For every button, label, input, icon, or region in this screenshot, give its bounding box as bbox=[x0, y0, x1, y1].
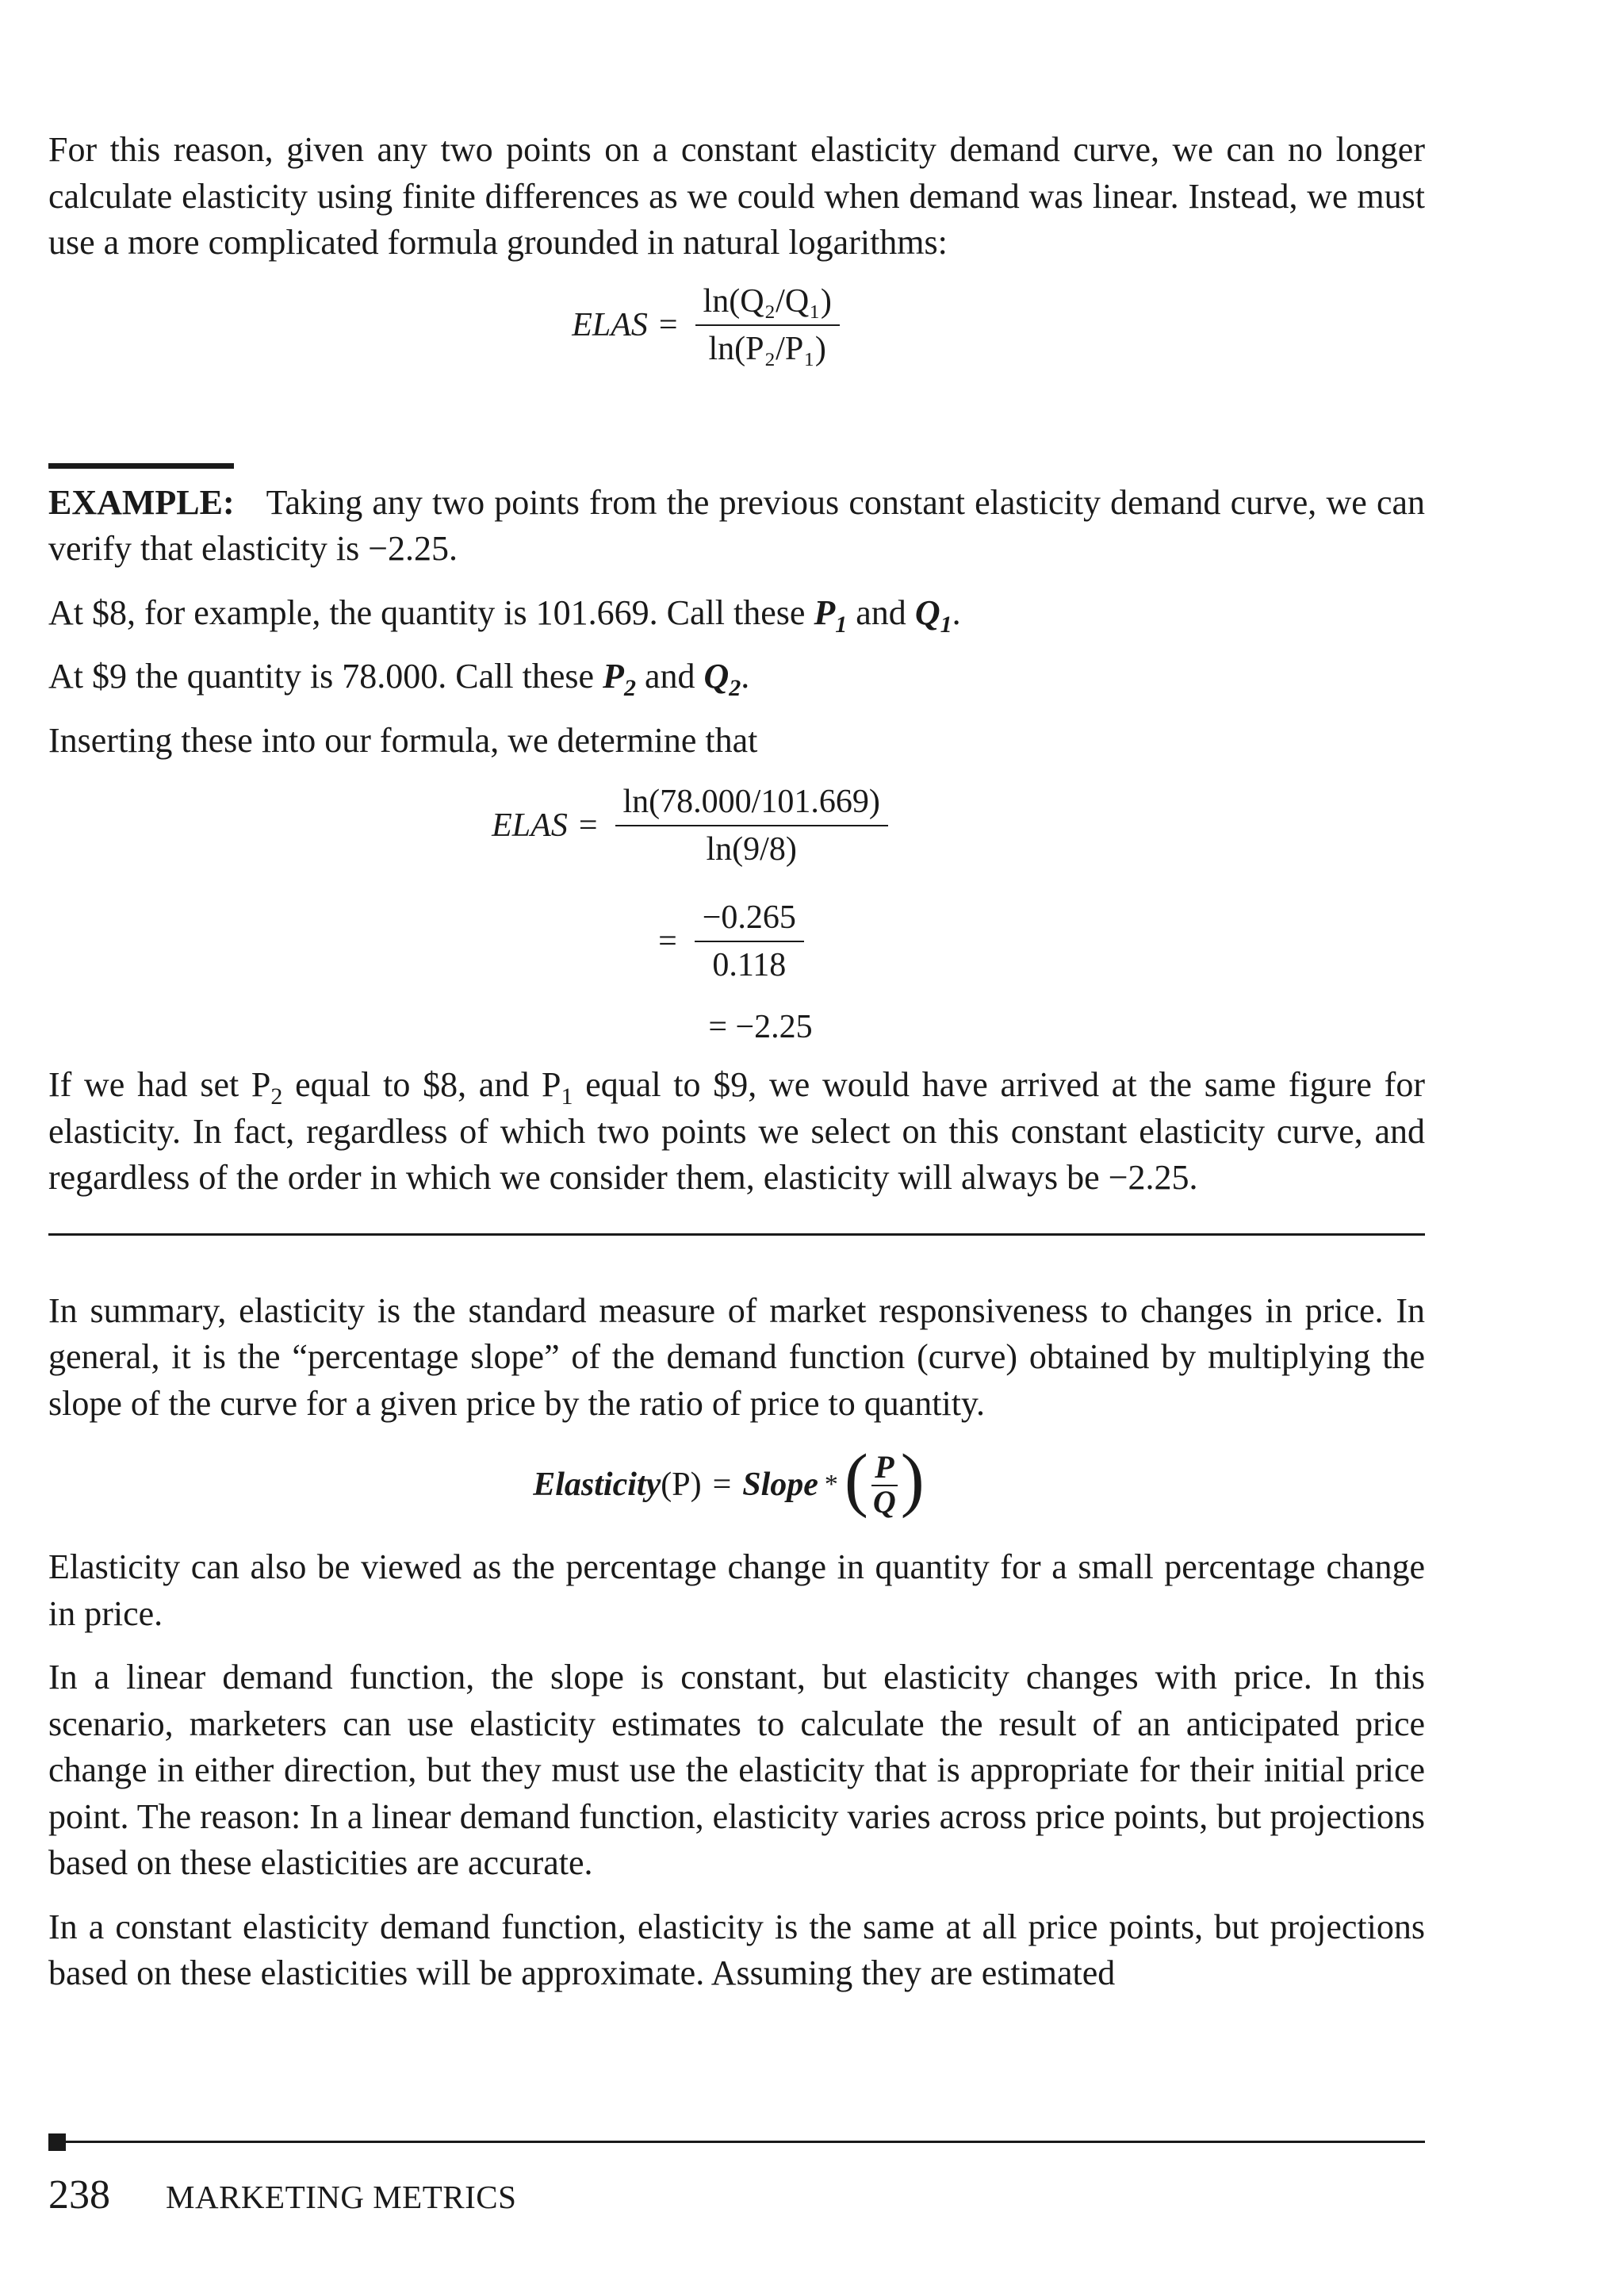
running-footer-title: MARKETING METRICS bbox=[166, 2179, 517, 2215]
summary-paragraph-2: Elasticity can also be viewed as the percentage change in quantity for a small percentage change in price. bbox=[48, 1547, 1425, 1633]
example-bottom-rule bbox=[48, 1233, 1425, 1236]
example-intro bbox=[48, 480, 1425, 573]
summary-formula-slope: Slope bbox=[742, 1466, 818, 1503]
left-paren: ( bbox=[844, 1440, 868, 1519]
page-footer bbox=[48, 2172, 516, 2218]
example-label: EXAMPLE: bbox=[48, 482, 235, 522]
calc-numerator-1: ln(78.000/101.669) bbox=[615, 781, 888, 826]
elasticity-slope-formula bbox=[33, 1440, 1425, 1520]
calc-equals: = bbox=[578, 807, 598, 844]
intro-paragraph: For this reason, given any two points on a constant elasticity demand curve, we can no longer calculate elasticity using finite differences as we could when demand was linear. Instead, we must use a more complicated formula grounded in natural logarithms: bbox=[48, 130, 1425, 262]
calc-numerator-2: −0.265 bbox=[695, 897, 804, 942]
calc-fraction-1 bbox=[615, 781, 888, 870]
example-calc-step-2 bbox=[33, 897, 1425, 986]
example-top-rule bbox=[48, 463, 234, 469]
example-calc-step-1 bbox=[0, 781, 1425, 870]
page-content bbox=[48, 127, 1425, 1997]
summary-formula-fraction bbox=[870, 1451, 899, 1518]
formula-denominator: ln(P₂/P₁) bbox=[708, 330, 826, 367]
summary-formula-arg: (P) bbox=[661, 1466, 702, 1503]
elasticity-log-formula bbox=[0, 281, 1425, 370]
calc-denominator-2: 0.118 bbox=[712, 947, 787, 983]
summary-formula-numerator: P bbox=[871, 1451, 897, 1486]
footer-rule bbox=[48, 2141, 1425, 2143]
formula-fraction bbox=[695, 281, 840, 370]
formula-lhs: ELAS bbox=[572, 306, 648, 343]
calc-equals-2: = bbox=[658, 923, 677, 960]
example-calc-result: = −2.25 bbox=[708, 1009, 813, 1045]
formula-numerator: ln(Q₂/Q₁) bbox=[695, 281, 840, 326]
example-closing: If we had set $P_2$ equal to $8, and $P_1$ equal to $9, we would have arrived at the same figure for elasticity. In fact, regardless of which two points we select on this constant elasticity curve, and regardless of the order in which we consider them, elasticity will always be −2.25. bbox=[48, 1065, 1425, 1197]
calc-denominator-1: ln(9/8) bbox=[706, 831, 797, 868]
calc-lhs: ELAS bbox=[492, 807, 568, 844]
summary-formula-times: * bbox=[824, 1470, 838, 1499]
page-number: 238 bbox=[48, 2172, 110, 2218]
summary-formula-lhs: Elasticity bbox=[533, 1466, 661, 1503]
summary-paragraph-1: In summary, elasticity is the standard measure of market responsiveness to changes in price. In general, it is the “percentage slope” of the demand function (curve) obtained by multiplying the slope of the curve for a given price by the ratio of price to quantity. bbox=[48, 1290, 1425, 1423]
example-line-3: Inserting these into our formula, we determine that bbox=[48, 720, 758, 760]
example-line-2: At $9 the quantity is 78.000. Call these $P_2$ and $Q_2$. bbox=[48, 657, 750, 701]
example-line-1: At $8, for example, the quantity is 101.669. Call these $P_1$ and $Q_1$. bbox=[48, 592, 961, 638]
calc-fraction-2 bbox=[695, 897, 804, 986]
summary-formula-equals: = bbox=[712, 1466, 732, 1503]
summary-paragraph-3: In a linear demand function, the slope is constant, but elasticity changes with price. In this scenario, marketers can use elasticity estimates to calculate the result of an anticipated price change in either direction, but they must use the elasticity that is appropriate for their initial price point. The reason: In a linear demand function, elasticity varies across price points, but projections based on these elasticities are accurate. bbox=[48, 1658, 1425, 1882]
summary-paragraph-4: In a constant elasticity demand function, elasticity is the same at all price points, but projections based on these elasticities will be approximate. Assuming they are estimated bbox=[48, 1907, 1425, 1992]
summary-formula-denominator: Q bbox=[872, 1484, 896, 1520]
right-paren: ) bbox=[900, 1440, 925, 1519]
formula-equals: = bbox=[658, 306, 678, 343]
example-text: Taking any two points from the previous constant elasticity demand curve, we can verify that elasticity is −2.25. bbox=[48, 482, 1425, 568]
